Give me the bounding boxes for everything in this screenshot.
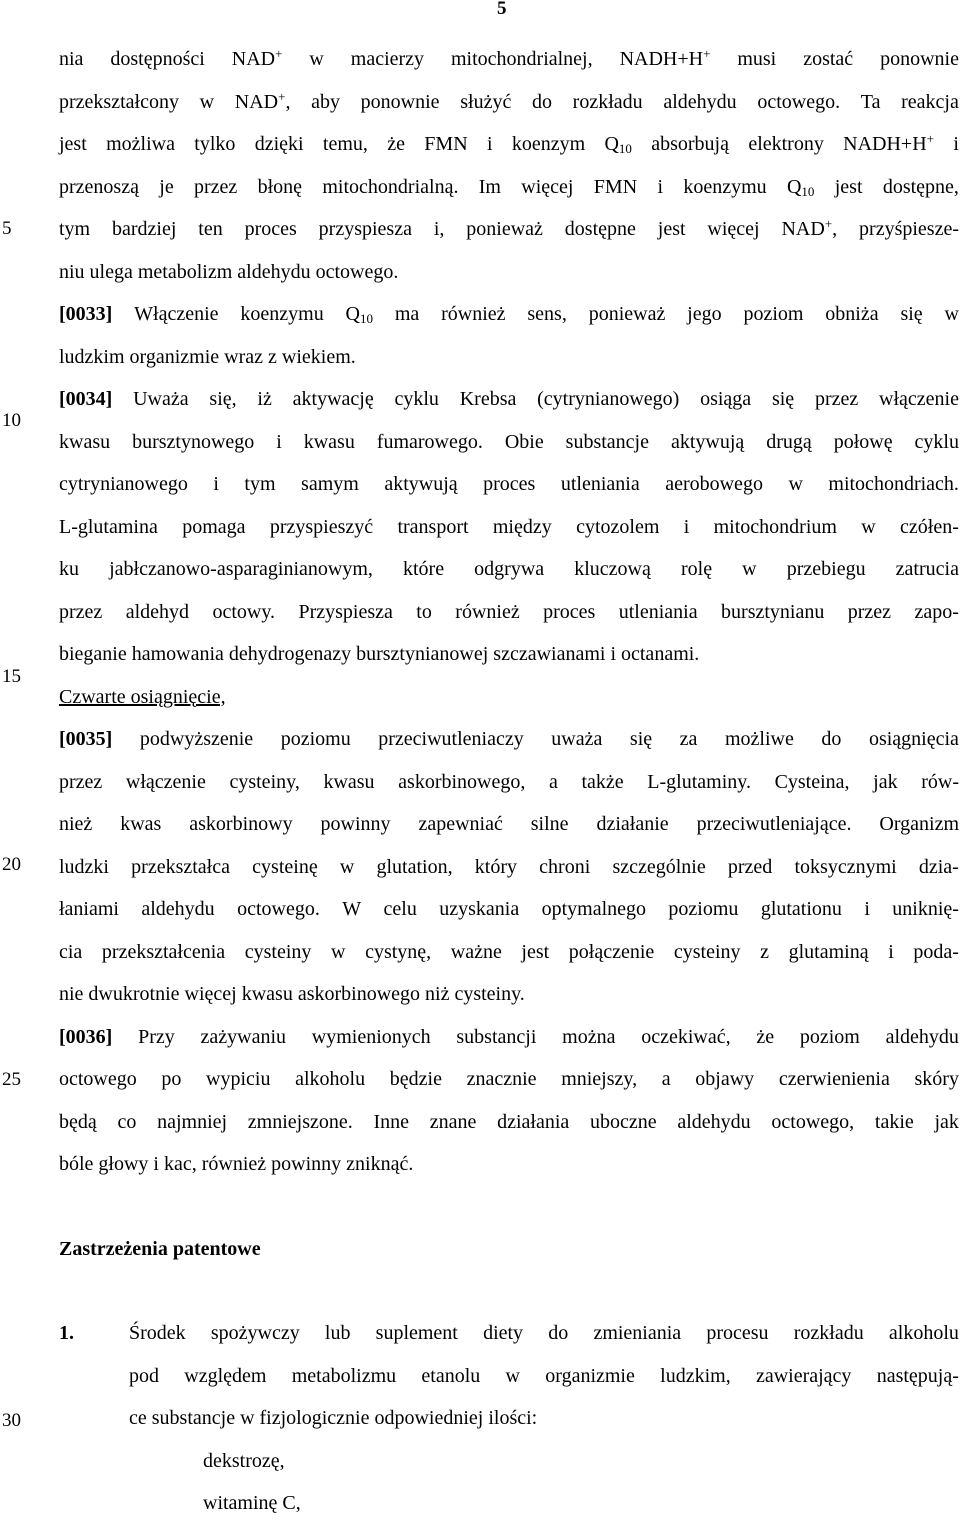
word: nież [59, 813, 93, 835]
word: cysteiny, [229, 770, 300, 793]
word: będzie [389, 1068, 442, 1090]
word: jak [934, 1110, 959, 1133]
word: rolę [680, 558, 713, 580]
word: cystynę, [365, 940, 432, 963]
word: najmniej [157, 1110, 228, 1133]
text-line [129, 1355, 959, 1398]
line-number: 30 [2, 1410, 21, 1431]
word: w [742, 558, 757, 580]
paragraph-number: [0033] [59, 303, 113, 325]
word: do [821, 728, 842, 750]
word: tym [244, 473, 276, 495]
word: zmniejszone. [247, 1110, 353, 1133]
word: uboczne [590, 1110, 657, 1133]
paragraph-0034 [59, 378, 959, 676]
word: samym [301, 473, 359, 495]
word: cia [59, 940, 83, 963]
word: cytozolem [576, 515, 660, 538]
paragraph-number: [0035] [59, 728, 113, 750]
word: można [562, 1025, 616, 1048]
word: jabłczanowo-asparaginianowym, [109, 558, 373, 580]
word: poda- [913, 940, 959, 963]
word: następują- [876, 1364, 959, 1387]
line-number: 20 [2, 854, 21, 875]
word: alkoholu [888, 1322, 959, 1344]
paragraph-0033 [59, 293, 959, 378]
text-line: nia dostępności NAD+ w macierzy mitochondrialnej, NADH+H+ musi zostać ponownie [59, 46, 959, 70]
text-line [59, 761, 959, 804]
word: etanolu [421, 1364, 481, 1387]
word: możliwe [724, 728, 794, 750]
word: spożywczy [210, 1322, 300, 1344]
word: przebiegu [786, 558, 866, 580]
word: utleniania [560, 473, 640, 495]
word: które [402, 558, 445, 580]
word: mitochondrium [713, 515, 837, 538]
word: pod [129, 1364, 159, 1387]
word: bursztynowego [132, 430, 255, 453]
word: oczekiwać, [641, 1025, 731, 1048]
word: w [505, 1364, 520, 1387]
word: octowy. [212, 600, 276, 623]
text-line: tym bardziej ten proces przyspiesza i, ponieważ dostępne jest więcej NAD+, przyśpiesze- [59, 216, 959, 240]
word: kwas [120, 813, 162, 835]
word: takie [874, 1110, 914, 1133]
word: przez [59, 600, 103, 623]
word: w [331, 940, 346, 963]
word: przeciwutleniające. [696, 813, 852, 835]
word: uzyskania [439, 898, 520, 920]
word: Organizm [879, 813, 959, 835]
word: włączenie [125, 770, 206, 793]
word: chroni [539, 855, 591, 878]
paragraph-number: [0036] [59, 1025, 113, 1048]
word: zawierający [755, 1364, 852, 1387]
text-line [59, 803, 959, 846]
word: zażywaniu [200, 1025, 287, 1048]
word: kwasu [323, 770, 375, 793]
word: cysteiny [244, 940, 312, 963]
text-line: jest możliwa tylko dzięki temu, że FMN i koenzym $Q_{10}$ absorbują elektrony NADH+H+ i [59, 131, 959, 156]
paragraph-0036 [59, 1016, 959, 1186]
word: przed [727, 855, 773, 878]
word: diety [483, 1322, 524, 1344]
word: przeciwutleniaczy [378, 728, 524, 750]
word: zmieniania [593, 1322, 682, 1344]
word: zapewniać [418, 813, 503, 835]
line-number: 5 [2, 218, 12, 239]
word: w [861, 515, 876, 538]
word: działanie [596, 813, 669, 835]
word: czerwienienia [778, 1068, 890, 1090]
word: alkoholu [295, 1068, 366, 1090]
word: jest [521, 940, 550, 963]
word: W [342, 898, 362, 920]
word: Przy [138, 1025, 175, 1048]
word: będą [59, 1110, 97, 1133]
word: glutationu [760, 898, 842, 920]
word: aerobowego [665, 473, 763, 495]
word: L-glutamina [59, 515, 158, 538]
word: aldehyd [125, 600, 190, 623]
word: w [339, 855, 355, 878]
word: celu [383, 898, 417, 920]
text-line: bieganie hamowania dehydrogenazy bursztynianowej szczawianami i octanami. [59, 643, 700, 665]
text-line: przekształcony w NAD+, aby ponownie służyć do rozkładu aldehydu octowego. Ta reakcja [59, 88, 959, 113]
word: silne [530, 813, 569, 835]
word: to [416, 600, 432, 623]
text-line: ce substancje w fizjologicznie odpowiedniej ilości: [129, 1407, 538, 1429]
word: szczególnie [612, 855, 706, 878]
word: i [864, 898, 870, 920]
word: ludzkim, [660, 1364, 731, 1387]
word: transport [397, 515, 469, 538]
word: również [455, 600, 520, 623]
paragraph-number: [0034] [59, 388, 113, 410]
word: a [661, 1068, 671, 1090]
document-body [59, 38, 959, 1525]
word: cysteinę [252, 855, 318, 878]
word: że [756, 1025, 775, 1048]
word: octowego, [771, 1110, 855, 1133]
text-line [59, 421, 959, 464]
word: objawy [695, 1068, 755, 1090]
word: metabolizmu [291, 1364, 397, 1387]
word: kwasu [303, 430, 355, 453]
word: wypiciu [206, 1068, 271, 1090]
word: z [760, 940, 770, 963]
text-line [59, 931, 959, 974]
word: suplement [375, 1322, 458, 1344]
word: aktywują [384, 473, 458, 495]
word: aldehydu [141, 898, 215, 920]
word: wymienionych [311, 1025, 431, 1048]
word: łaniami [59, 898, 119, 920]
word: powinny [320, 813, 391, 835]
word: skóry [914, 1068, 959, 1090]
word: aldehydu [885, 1025, 959, 1048]
word: przekształcenia [101, 940, 226, 963]
word: poziomu [668, 898, 739, 920]
claim-1 [59, 1312, 959, 1440]
word: lub [324, 1322, 351, 1344]
page-number: 5 [497, 0, 507, 19]
word: fumarowego. [376, 430, 483, 453]
word: względem [184, 1364, 267, 1387]
word: proces [543, 600, 596, 623]
text-line: ludzkim organizmie wraz z wiekiem. [59, 345, 356, 368]
word: przez [59, 770, 103, 793]
claim-ingredient: dekstrozę, [203, 1449, 285, 1472]
word: między [492, 515, 552, 538]
line-number: 25 [2, 1069, 21, 1090]
word: Cysteina, [774, 770, 850, 793]
word: kwasu [59, 430, 111, 453]
word: rów- [921, 770, 959, 793]
word: proces [483, 473, 536, 495]
word: organizmie [545, 1364, 635, 1387]
word: aldehydu [677, 1110, 751, 1133]
text-line [59, 591, 959, 634]
word: askorbinowego, [398, 770, 526, 793]
word: glutation, [376, 855, 453, 878]
paragraph-continuation [59, 38, 959, 293]
text-line [59, 888, 959, 931]
word: odgrywa [474, 558, 545, 580]
word: jak [873, 770, 898, 793]
text-line [59, 1058, 959, 1101]
word: pomaga [182, 515, 246, 538]
word: mitochondriach. [828, 473, 959, 495]
word: aktywują [670, 430, 745, 453]
word: a [548, 770, 558, 793]
word: podwyższenie [139, 728, 254, 750]
word: w [788, 473, 803, 495]
word: uważa [551, 728, 603, 750]
text-line [59, 1101, 959, 1144]
word: i [683, 515, 690, 538]
text-line: przenoszą je przez błonę mitochondrialną. Im więcej FMN i koenzymu $Q_{10}$ jest dostępne, [59, 175, 959, 199]
word: za [679, 728, 698, 750]
claims-heading: Zastrzeżenia patentowe [59, 1237, 261, 1260]
word: przekształca [131, 855, 230, 878]
word: połowę [833, 430, 893, 453]
word: octowego. [237, 898, 320, 920]
word: i [276, 430, 282, 453]
text-line: nie dwukrotnie więcej kwasu askorbinowego niż cysteiny. [59, 983, 525, 1005]
word: cyklu [914, 430, 959, 453]
word: znacznie [466, 1068, 537, 1090]
word: rozkładu [793, 1322, 864, 1344]
word: osiągnięcia [868, 728, 959, 750]
word: uniknię- [892, 898, 959, 920]
text-line: bóle głowy i kac, również powinny zniknąć. [59, 1153, 414, 1175]
text-line: [0034] Uważa się, iż aktywację cyklu Krebsa (cytrynianowego) osiąga się przez włączenie [59, 378, 959, 421]
word: optymalnego [541, 898, 647, 920]
text-line [129, 1312, 959, 1355]
word: i [888, 940, 894, 963]
word: toksycznymi [794, 855, 897, 878]
text-line [59, 463, 959, 506]
word: octowego [59, 1068, 137, 1090]
word: Obie [504, 430, 544, 453]
word: L-glutaminy. [647, 770, 751, 793]
text-line: niu ulega metabolizm aldehydu octowego. [59, 260, 399, 283]
word: czółen- [900, 515, 959, 538]
word: do [548, 1322, 569, 1344]
word: ku [59, 558, 79, 580]
word: askorbinowy [189, 813, 293, 835]
word: i [213, 473, 219, 495]
word: drugą [766, 430, 812, 453]
word: ważne [450, 940, 502, 963]
text-line [59, 718, 959, 761]
word: Inne [373, 1110, 410, 1133]
word: po [161, 1068, 182, 1090]
word: przyspieszyć [269, 515, 374, 538]
word: się [629, 728, 653, 750]
word: kluczową [574, 558, 651, 580]
word: dzia- [918, 855, 959, 878]
text-line: [0033] Włączenie koenzymu $Q_{10}$ ma również sens, ponieważ jego poziom obniża się w [59, 293, 959, 336]
word: procesu [706, 1322, 769, 1344]
line-number: 10 [2, 410, 21, 431]
word: co [117, 1110, 137, 1133]
word: połączenie [568, 940, 655, 963]
word: mniejszy, [561, 1068, 638, 1090]
text-line [59, 506, 959, 549]
word: znane [429, 1110, 477, 1133]
word: przez [847, 600, 892, 623]
claim-number: 1. [59, 1322, 74, 1344]
word: działania [497, 1110, 570, 1133]
word: cytrynianowego [59, 473, 188, 495]
paragraph-0035 [59, 718, 959, 1016]
word: poziomu [280, 728, 351, 750]
word: poziom [799, 1025, 860, 1048]
word: zatrucia [895, 558, 959, 580]
word: bursztynianu [721, 600, 825, 623]
word: także [581, 770, 624, 793]
word: ludzki [59, 855, 109, 878]
word: cysteiny [673, 940, 741, 963]
claim-ingredient: witaminę C, [203, 1492, 301, 1514]
section-heading-fourth-achievement: Czwarte osiągnięcie, [59, 685, 226, 708]
word: Środek [129, 1322, 186, 1344]
text-line [59, 1016, 959, 1059]
line-number: 15 [2, 666, 21, 687]
word: zapo- [914, 600, 959, 623]
word: substancje [565, 430, 649, 453]
word: substancji [456, 1025, 537, 1048]
word: utleniania [618, 600, 698, 623]
text-line [59, 548, 959, 591]
text-line [59, 846, 959, 889]
word: Przyspiesza [298, 600, 393, 623]
word: który [474, 855, 517, 878]
word: glutaminą [788, 940, 869, 963]
